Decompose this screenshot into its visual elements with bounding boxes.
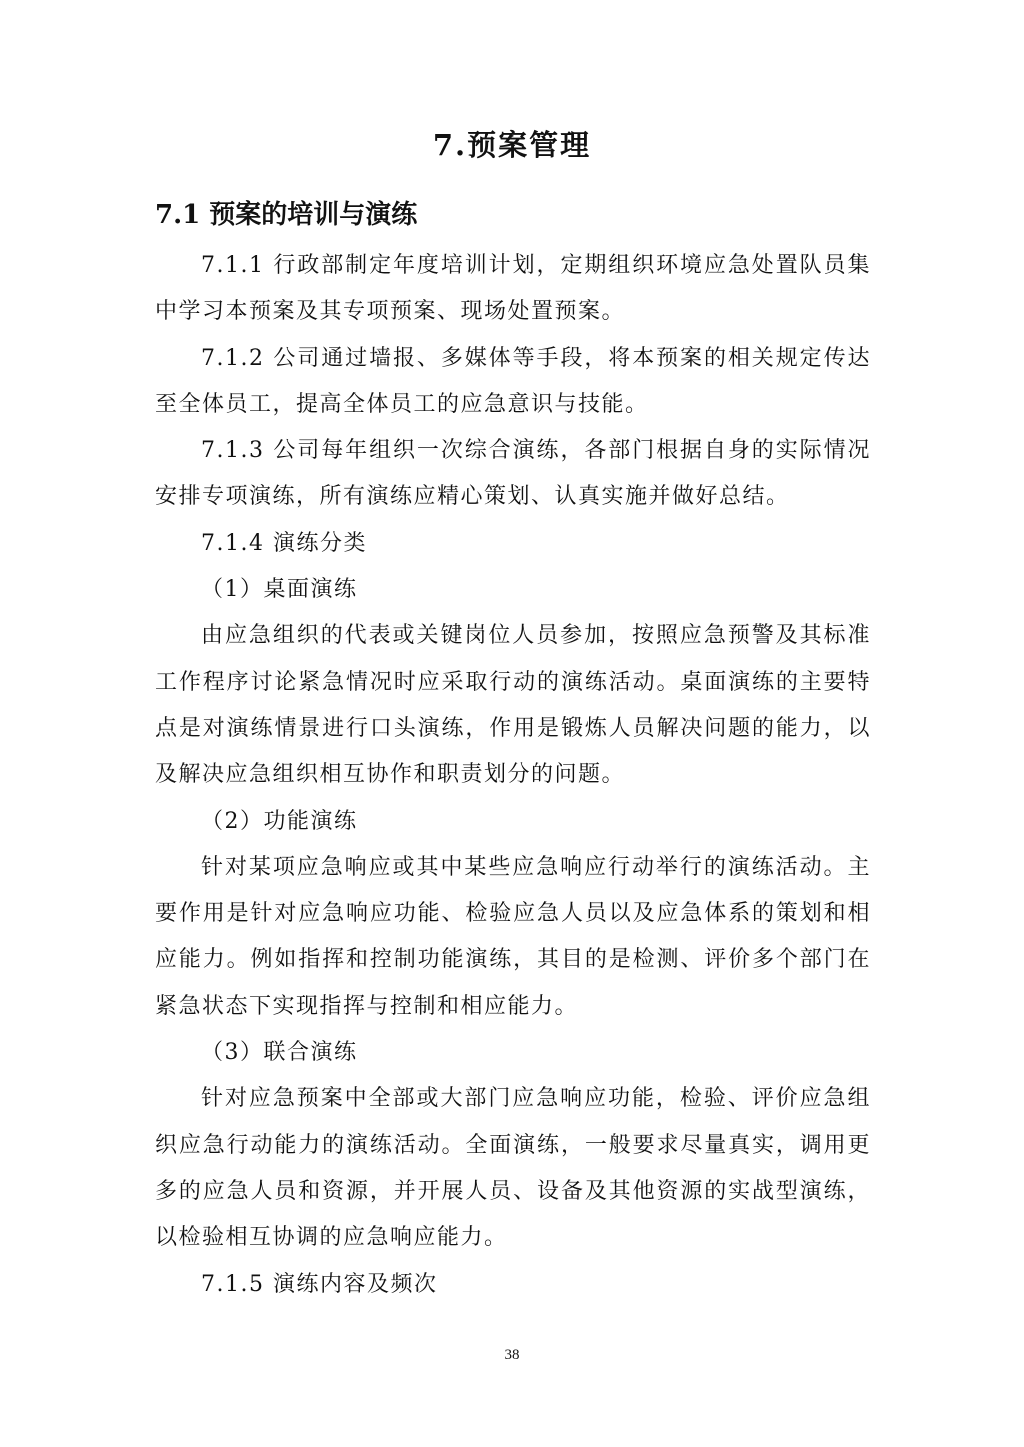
subheading-joint-drill: （3）联合演练 (201, 1040, 358, 1066)
subheading-functional-drill: （2）功能演练 (201, 808, 358, 834)
body-text (155, 243, 871, 1308)
chapter-title: 7.预案管理 (432, 128, 592, 162)
paragraph-7-1-1: 7.1.1 行政部制定年度培训计划，定期组织环境应急处置队员集中学习本预案及其专项预案、现场处置预案。 (155, 253, 871, 325)
page-number: 38 (504, 1347, 520, 1363)
paragraph-functional-drill: 针对某项应急响应或其中某些应急响应行动举行的演练活动。主要作用是针对应急响应功能、检验应急人员以及应急体系的策划和相应能力。例如指挥和控制功能演练，其目的是检测、评价多个部门在紧急状态下实现指挥与控制和相应能力。 (155, 854, 871, 1019)
subheading-7-1-4: 7.1.4 演练分类 (201, 530, 367, 556)
subheading-desktop-drill: （1）桌面演练 (201, 577, 358, 603)
paragraph-joint-drill: 针对应急预案中全部或大部门应急响应功能，检验、评价应急组织应急行动能力的演练活动。全面演练，一般要求尽量真实，调用更多的应急人员和资源，并开展人员、设备及其他资源的实战型演练，以检验相互协调的应急响应能力。 (155, 1086, 871, 1251)
paragraph-7-1-3: 7.1.3 公司每年组织一次综合演练，各部门根据自身的实际情况安排专项演练，所有演练应精心策划、认真实施并做好总结。 (155, 438, 871, 510)
paragraph-desktop-drill: 由应急组织的代表或关键岗位人员参加，按照应急预警及其标准工作程序讨论紧急情况时应采取行动的演练活动。桌面演练的主要特点是对演练情景进行口头演练，作用是锻炼人员解决问题的能力，以及解决应急组织相互协作和职责划分的问题。 (155, 623, 871, 788)
paragraph-7-1-2: 7.1.2 公司通过墙报、多媒体等手段，将本预案的相关规定传达至全体员工，提高全体员工的应急意识与技能。 (155, 345, 871, 417)
subheading-7-1-5: 7.1.5 演练内容及频次 (201, 1271, 438, 1297)
section-heading: 7.1 预案的培训与演练 (155, 200, 418, 230)
